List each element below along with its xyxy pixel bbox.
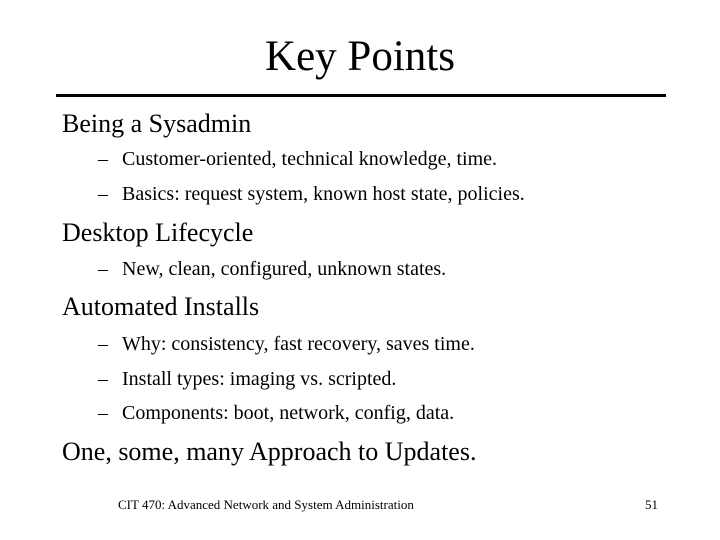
dash-bullet: – (98, 333, 108, 355)
list-item (98, 146, 497, 172)
dash-bullet: – (98, 258, 108, 280)
list-item-text: Basics: request system, known host state, policies. (122, 183, 525, 205)
list-item-text: Customer-oriented, technical knowledge, time. (122, 148, 498, 170)
dash-bullet: – (98, 368, 108, 390)
section-heading-automated-installs: Automated Installs (62, 292, 260, 321)
list-item-text: Install types: imaging vs. scripted. (122, 368, 397, 390)
list-item (98, 331, 475, 357)
section-heading-sysadmin: Being a Sysadmin (62, 109, 252, 138)
list-item (98, 256, 446, 282)
list-item (98, 400, 454, 426)
section-heading-updates: One, some, many Approach to Updates. (62, 437, 477, 466)
list-item (98, 181, 525, 207)
dash-bullet: – (98, 183, 108, 205)
slide-title: Key Points (265, 33, 455, 80)
list-item-text: Why: consistency, fast recovery, saves time. (122, 333, 475, 355)
list-item (98, 366, 396, 392)
section-heading-desktop-lifecycle: Desktop Lifecycle (62, 218, 254, 247)
dash-bullet: – (98, 402, 108, 424)
list-item-text: New, clean, configured, unknown states. (122, 258, 447, 280)
dash-bullet: – (98, 148, 108, 170)
page-number: 51 (645, 497, 658, 512)
footer-course-title: CIT 470: Advanced Network and System Administration (118, 497, 414, 512)
list-item-text: Components: boot, network, config, data. (122, 402, 455, 424)
